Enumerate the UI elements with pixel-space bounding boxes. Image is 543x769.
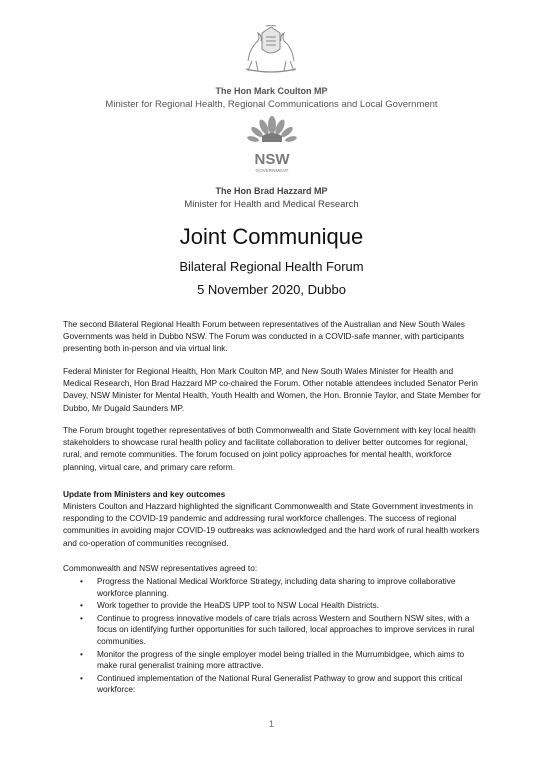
- agreed-items-list: [63, 576, 483, 697]
- paragraph-ministers-update: Ministers Coulton and Hazzard highlighted the significant Commonwealth and State Government investments in responding to the COVID-19 pandemic and addressing rural workforce challenges. The success of regional communities in avoiding major COVID-19 outbreaks was acknowledged and the hard work of rural health workers and co-operation of communities recognised.: [63, 501, 480, 548]
- minister2-role: Minister for Health and Medical Research: [184, 199, 359, 210]
- paragraph-cochairs: Federal Minister for Regional Health, Hon Mark Coulton MP, and New South Wales Minister for Health and Medical Research, Hon Brad Hazzard MP co-chaired the Forum. Other notable attendees included Senator Perin Davey, NSW Minister for Mental Health, Youth Health and Women, the Hon. Bronnie Taylor, and State Member for Dubbo, Mr Dugald Saunders MP.: [63, 366, 481, 413]
- paragraph-forum-focus: The Forum brought together representatives of both Commonwealth and State Government with key local health stakeholders to showcase rural health policy and facilitate collaboration to deliver better outcomes for regional, rural, and remote communities. The forum focused on joint policy approaches for mental health, workforce planning, virtual care, and primary care reform.: [63, 425, 476, 472]
- document-subtitle: Bilateral Regional Health Forum: [179, 259, 364, 274]
- nsw-waratah-logo-icon: [244, 114, 300, 176]
- bullet-icon: •: [80, 672, 83, 683]
- paragraph-intro: The second Bilateral Regional Health Forum between representatives of the Australian and New South Wales Governments was held in Dubbo NSW. The Forum was conducted in a COVID-safe manner, with participants presenting both in-person and via virtual link.: [63, 319, 465, 354]
- list-item-text: Monitor the progress of the single employer model being trialled in the Murrumbidgee, which aims to make rural generalist training more attractive.: [97, 648, 465, 671]
- section-heading-update: Update from Ministers and key outcomes: [63, 489, 226, 499]
- list-item: [63, 613, 483, 648]
- bullet-icon: •: [80, 576, 83, 586]
- minister2-name: The Hon Brad Hazzard MP: [215, 186, 328, 196]
- nsw-logo-text: NSW: [254, 151, 290, 168]
- bullet-icon: •: [80, 612, 83, 623]
- bullet-icon: •: [80, 600, 83, 611]
- list-item-text: Work together to provide the HeaDS UPP tool to NSW Local Health Districts.: [97, 600, 379, 611]
- document-date-location: 5 November 2020, Dubbo: [197, 282, 346, 297]
- minister1-name: The Hon Mark Coulton MP: [215, 86, 328, 96]
- minister1-role: Minister for Regional Health, Regional Communications and Local Government: [105, 99, 438, 110]
- list-item: [63, 673, 483, 696]
- list-item-text: Progress the National Medical Workforce Strategy, including data sharing to improve collaborative workforce planning.: [97, 576, 456, 598]
- list-item-text: Continued implementation of the National Rural Generalist Pathway to grow and support this critical workforce:: [97, 672, 463, 695]
- coat-of-arms-icon: [240, 25, 302, 75]
- list-item-text: Continue to progress innovative models of care trials across Western and Southern NSW sites, with a focus on identifying further opportunities for such tailored, local approaches to improve services in rural communities.: [97, 612, 475, 646]
- nsw-logo-subtext: GOVERNMENT: [255, 168, 289, 173]
- paragraph-agreed-intro: Commonwealth and NSW representatives agreed to:: [63, 563, 258, 573]
- bullet-icon: •: [80, 648, 83, 659]
- list-item: [63, 600, 483, 612]
- list-item: [63, 649, 483, 672]
- list-item: [63, 576, 483, 599]
- document-title: Joint Communique: [179, 224, 364, 249]
- page-number: 1: [268, 719, 274, 729]
